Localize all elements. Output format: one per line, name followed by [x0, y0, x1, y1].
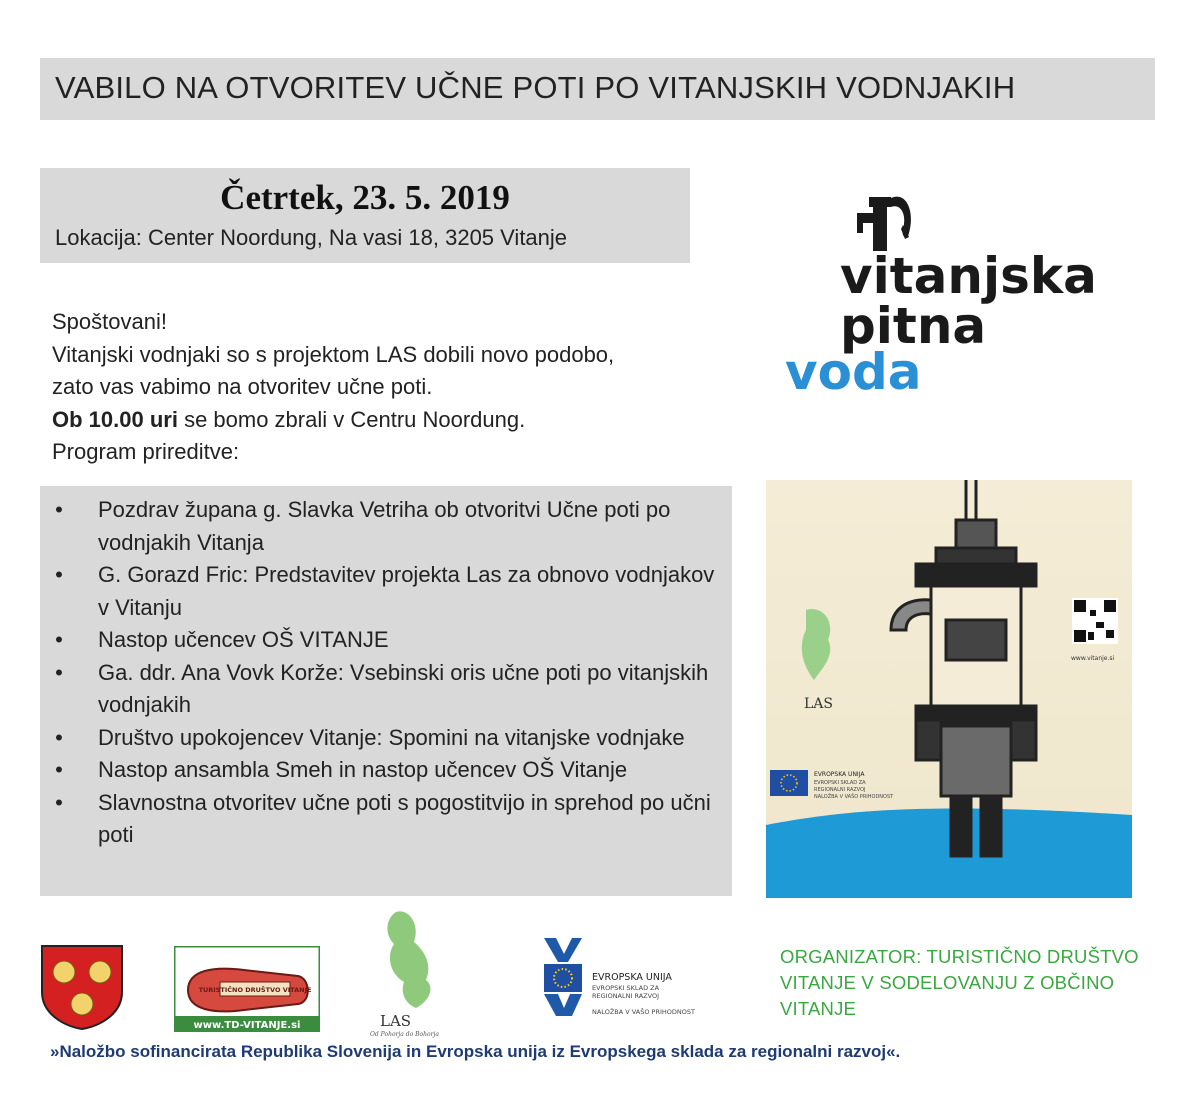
program-item: • Ga. ddr. Ana Vovk Korže: Vsebinski oris učne poti po vitanjskih vodnjakih: [40, 657, 732, 722]
program-item: • G. Gorazd Fric: Predstavitev projekta Las za obnovo vodnjakov v Vitanju: [40, 559, 732, 624]
program-box: [40, 486, 732, 896]
bullet: •: [55, 562, 63, 587]
eu-line-2: EVROPSKI SKLAD ZA: [592, 984, 660, 992]
intro-time-bold: Ob 10.00 uri: [52, 406, 178, 432]
eu-line-3: REGIONALNI RAZVOJ: [592, 992, 659, 1000]
funding-footer: »Naložbo sofinancirata Republika Slovenija in Evropska unija iz Evropskega sklada za regionalni razvoj«.: [50, 1042, 901, 1061]
logo-line-2: pitna: [840, 297, 987, 355]
td-vitanje-logo: [174, 946, 320, 1032]
td-url: www.TD-VITANJE.si: [193, 1020, 301, 1031]
poster-eu-line-3: REGIONALNI RAZVOJ: [814, 787, 866, 793]
program-list: [40, 494, 732, 852]
page-title: VABILO NA OTVORITEV UČNE POTI PO VITANJSKIH VODNJAKIH: [55, 70, 1016, 105]
las-logo: [370, 908, 460, 1038]
las-subtitle: Od Pohorja do Bohorja: [370, 1031, 439, 1038]
program-item: • Nastop ansambla Smeh in nastop učencev OŠ Vitanje: [40, 754, 732, 787]
bullet: •: [55, 497, 63, 522]
poster-eu-line-2: EVROPSKI SKLAD ZA: [814, 780, 866, 786]
bullet: •: [55, 789, 63, 815]
intro-time-rest: se bomo zbrali v Centru Noordung.: [177, 406, 526, 432]
logo-line-1: vitanjska: [840, 247, 1097, 305]
poster-eu-line-1: EVROPSKA UNIJA: [814, 771, 865, 778]
poster-url: www.vitanje.si: [1071, 655, 1115, 662]
intro-line-1: Vitanjski vodnjaki so s projektom LAS dobili novo podobo,: [52, 341, 615, 367]
td-banner-text: TURISTIČNO DRUŠTVO VITANJE: [198, 986, 312, 994]
event-date: Četrtek, 23. 5. 2019: [220, 178, 510, 217]
bullet: •: [55, 757, 63, 782]
water-wave: [766, 808, 1132, 898]
program-item: • Slavnostna otvoritev učne poti s pogostitvijo in sprehod po učni poti: [40, 787, 732, 852]
eu-line-4: NALOŽBA V VAŠO PRIHODNOST: [592, 1008, 695, 1016]
intro-line-2: zato vas vabimo na otvoritev učne poti.: [52, 374, 433, 399]
poster-image: [766, 480, 1132, 898]
program-label: Program prireditve:: [52, 439, 240, 464]
greeting: Spoštovani!: [52, 309, 167, 334]
eu-regional-fund-logo: [542, 938, 717, 1018]
event-info-box: [40, 168, 690, 263]
program-item: • Nastop učencev OŠ VITANJE: [40, 624, 732, 657]
las-label: LAS: [380, 1012, 412, 1030]
vitanjska-pitna-voda-logo: [785, 185, 1125, 395]
program-item: • Pozdrav župana g. Slavka Vetriha ob otvoritvi Učne poti po vodnjakih Vitanja: [40, 494, 732, 559]
program-item: • Društvo upokojencev Vitanje: Spomini na vitanjske vodnjake: [40, 722, 732, 755]
intro-text: [52, 306, 614, 469]
qr-code-icon: [1072, 598, 1118, 644]
bullet: •: [55, 627, 63, 652]
bullet: •: [55, 659, 63, 685]
eu-line-1: EVROPSKA UNIJA: [592, 972, 672, 983]
poster-las-label: LAS: [804, 696, 833, 712]
organizer-text: ORGANIZATOR: TURISTIČNO DRUŠTVO VITANJE V SODELOVANJU Z OBČINO VITANJE: [780, 946, 1139, 1019]
logo-line-3: voda: [785, 343, 922, 395]
poster-eu-line-4: NALOŽBA V VAŠO PRIHODNOST: [814, 794, 894, 800]
event-location: Lokacija: Center Noordung, Na vasi 18, 3205 Vitanje: [55, 225, 568, 250]
water-pump-icon: [857, 197, 911, 251]
bullet: •: [55, 724, 63, 750]
intro-time: [52, 404, 614, 437]
title-banner: [40, 58, 1155, 120]
coat-of-arms-icon: [40, 944, 124, 1030]
